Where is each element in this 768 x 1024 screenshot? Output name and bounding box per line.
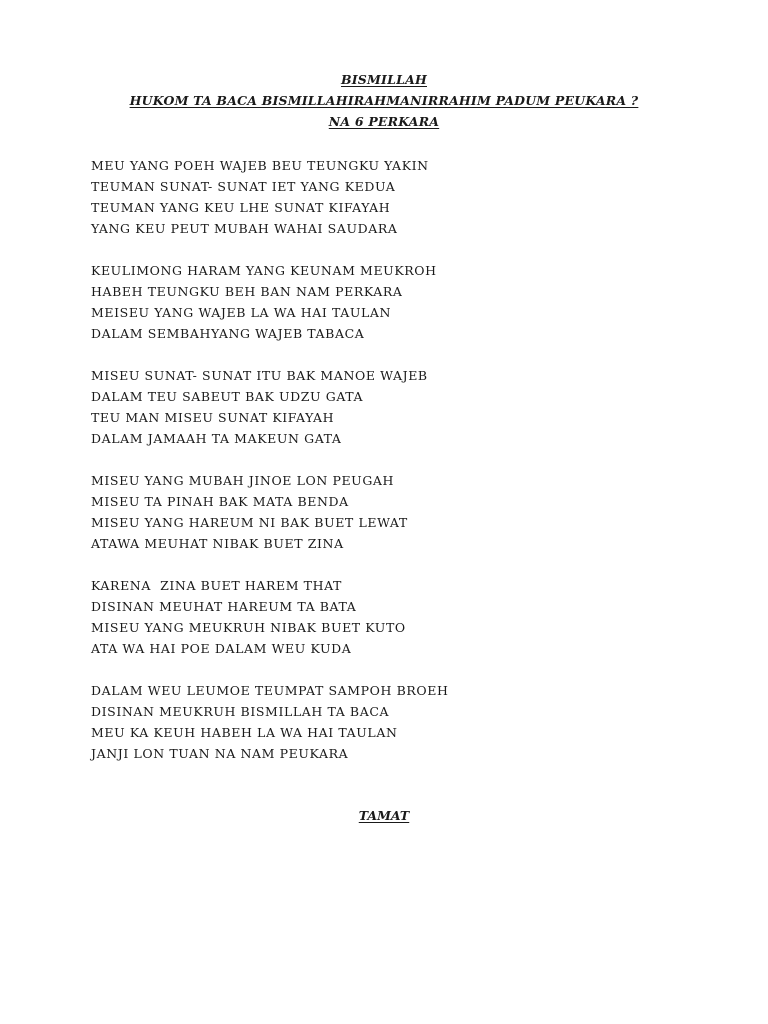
poem-line: HABEH TEUNGKU BEH BAN NAM PERKARA bbox=[91, 284, 403, 299]
poem-line: KEULIMONG HARAM YANG KEUNAM MEUKROH bbox=[91, 263, 437, 278]
poem-line: YANG KEU PEUT MUBAH WAHAI SAUDARA bbox=[91, 221, 398, 236]
poem-line: JANJI LON TUAN NA NAM PEUKARA bbox=[91, 746, 349, 761]
poem-line: DALAM TEU SABEUT BAK UDZU GATA bbox=[91, 389, 364, 404]
poem-line: DISINAN MEUHAT HAREUM TA BATA bbox=[91, 599, 357, 614]
poem-line: MEU KA KEUH HABEH LA WA HAI TAULAN bbox=[91, 725, 398, 740]
poem-line: MEU YANG POEH WAJEB BEU TEUNGKU YAKIN bbox=[91, 158, 429, 173]
document-ending: TAMAT bbox=[358, 808, 410, 823]
poem-line: KARENA ZINA BUET HAREM THAT bbox=[91, 578, 342, 593]
poem-line: MISEU YANG HAREUM NI BAK BUET LEWAT bbox=[91, 515, 408, 530]
stanza-1 bbox=[91, 155, 731, 239]
stanza-4 bbox=[91, 470, 731, 554]
poem-line: MISEU TA PINAH BAK MATA BENDA bbox=[91, 494, 349, 509]
poem-line: DALAM JAMAAH TA MAKEUN GATA bbox=[91, 431, 342, 446]
stanza-6 bbox=[91, 680, 731, 764]
stanza-2 bbox=[91, 260, 731, 344]
poem-line: MISEU YANG MEUKRUH NIBAK BUET KUTO bbox=[91, 620, 406, 635]
poem-line: ATAWA MEUHAT NIBAK BUET ZINA bbox=[91, 536, 344, 551]
poem-line: ATA WA HAI POE DALAM WEU KUDA bbox=[91, 641, 352, 656]
stanza-3 bbox=[91, 365, 731, 449]
poem-line: TEUMAN YANG KEU LHE SUNAT KIFAYAH bbox=[91, 200, 391, 215]
document-subtitle: HUKOM TA BACA BISMILLAHIRAHMANIRRAHIM PADUM PEUKARA ? bbox=[129, 93, 639, 108]
stanza-5 bbox=[91, 575, 731, 659]
poem-body bbox=[91, 155, 731, 785]
poem-line: DISINAN MEUKRUH BISMILLAH TA BACA bbox=[91, 704, 390, 719]
document-answer: NA 6 PERKARA bbox=[328, 114, 440, 129]
poem-line: TEUMAN SUNAT- SUNAT IET YANG KEDUA bbox=[91, 179, 396, 194]
document-title: BISMILLAH bbox=[340, 72, 427, 87]
poem-line: DALAM WEU LEUMOE TEUMPAT SAMPOH BROEH bbox=[91, 683, 449, 698]
poem-line: TEU MAN MISEU SUNAT KIFAYAH bbox=[91, 410, 335, 425]
poem-line: MISEU YANG MUBAH JINOE LON PEUGAH bbox=[91, 473, 395, 488]
poem-line: MISEU SUNAT- SUNAT ITU BAK MANOE WAJEB bbox=[91, 368, 428, 383]
poem-line: DALAM SEMBAHYANG WAJEB TABACA bbox=[91, 326, 365, 341]
poem-line: MEISEU YANG WAJEB LA WA HAI TAULAN bbox=[91, 305, 392, 320]
